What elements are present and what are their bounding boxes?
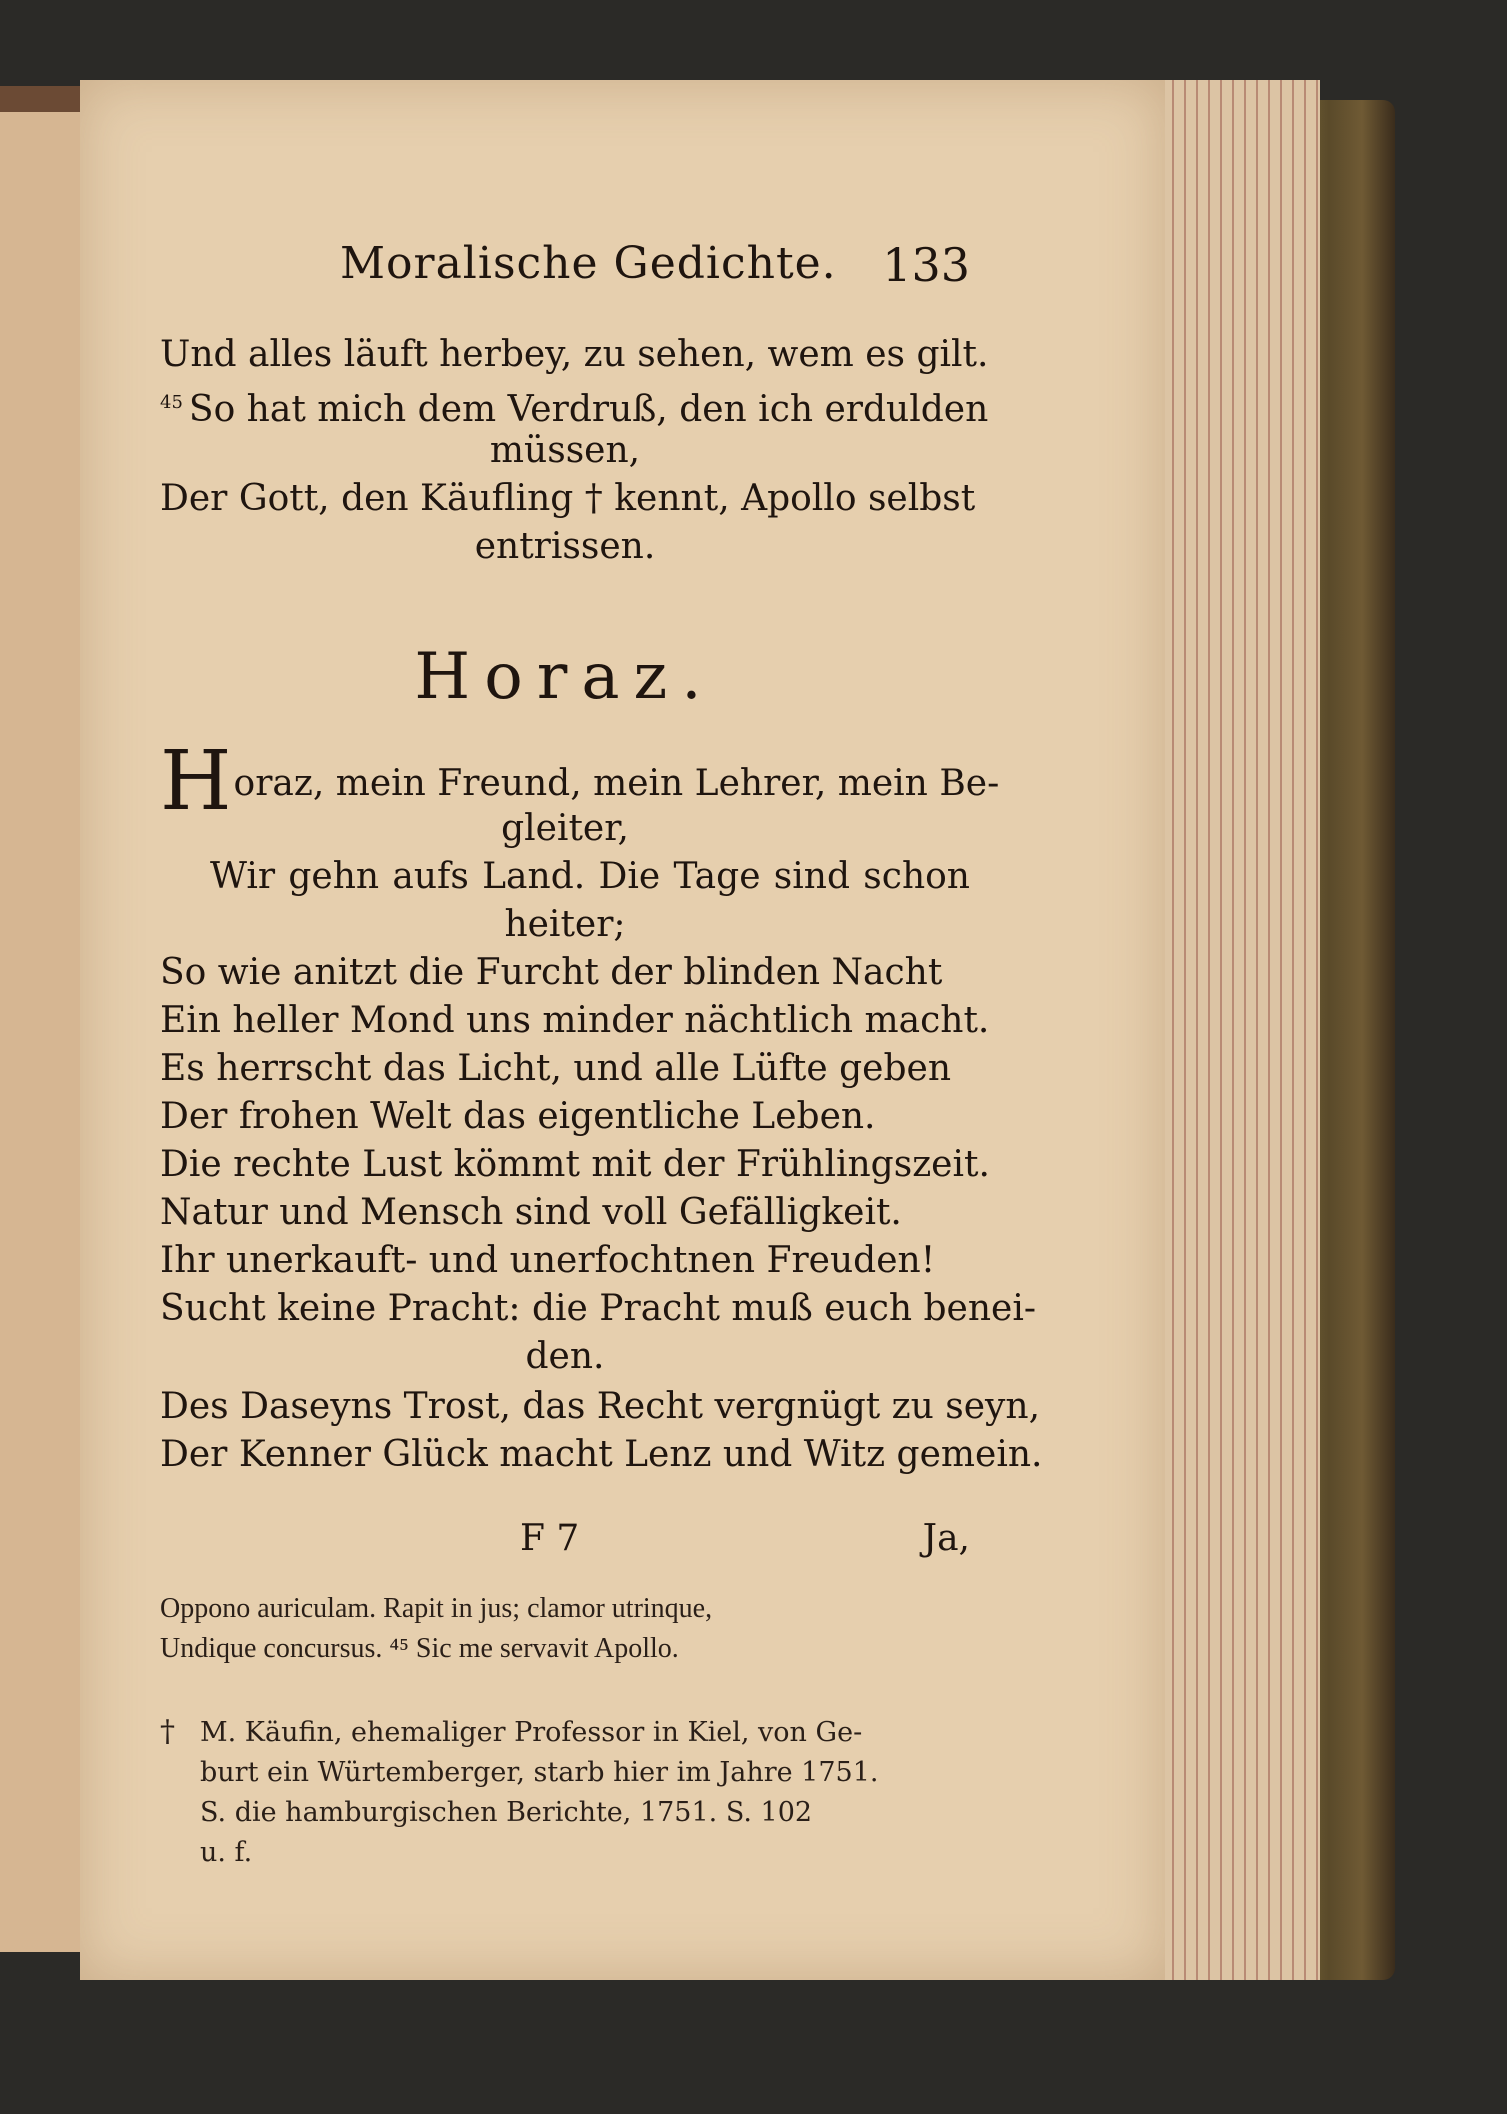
signature-mark: F 7	[520, 1518, 580, 1559]
poem-line: Der Kenner Glück macht Lenz und Witz gemein.	[160, 1434, 1043, 1475]
poem-first-line: Horaz, mein Freund, mein Lehrer, mein Be-	[160, 734, 1000, 829]
poem-line: Und alles läuft herbey, zu sehen, wem es gilt.	[160, 334, 989, 375]
poem-line: Wir gehn aufs Land. Die Tage sind schon	[210, 856, 970, 897]
signature-line	[160, 1518, 970, 1568]
poem-line: Ihr unerkauft- und unerfochtnen Freuden!	[160, 1240, 936, 1281]
poem-line: Der frohen Welt das eigentliche Leben.	[160, 1096, 876, 1137]
latin-note: Undique concursus. ⁴⁵ Sic me servavit Apollo.	[160, 1633, 679, 1664]
drop-cap: H	[160, 734, 232, 829]
poem-line: heiter;	[504, 904, 626, 945]
page-number: 133	[882, 238, 970, 292]
poem-line: Es herrscht das Licht, und alle Lüfte geben	[160, 1048, 951, 1089]
footnote-line: M. Käufin, ehemaliger Professor in Kiel, von Ge-	[200, 1717, 863, 1748]
footnote-line: S. die hamburgischen Berichte, 1751. S. 102	[200, 1797, 813, 1828]
poem-line: Ein heller Mond uns minder nächtlich macht.	[160, 1000, 990, 1041]
footnote-line: u. f.	[200, 1837, 253, 1868]
page-stack-edge	[1150, 80, 1320, 1980]
poem-title: Horaz.	[414, 640, 716, 714]
poem-line: $^{45}$ So hat mich dem Verdruß, den ich erdulden	[160, 389, 989, 430]
poem-line: Die rechte Lust kömmt mit der Frühlingszeit.	[160, 1144, 990, 1185]
poem-line: müssen,	[489, 430, 641, 471]
poem-line: Des Daseyns Trost, das Recht vergnügt zu seyn,	[160, 1386, 1041, 1427]
poem-line: Sucht keine Pracht: die Pracht muß euch benei-	[160, 1288, 1037, 1329]
poem-line: Der Gott, den Käufling † kennt, Apollo selbst	[160, 478, 976, 519]
page-header	[340, 238, 970, 298]
latin-note: Oppono auriculam. Rapit in jus; clamor utrinque,	[160, 1593, 713, 1624]
poem-line: So wie anitzt die Furcht der blinden Nacht	[160, 952, 943, 993]
line-number: 45	[160, 392, 183, 413]
footnote-mark: †	[160, 1714, 175, 1749]
poem-line: gleiter,	[501, 808, 629, 849]
poem-line: Natur und Mensch sind voll Gefälligkeit.	[160, 1192, 902, 1233]
footnote-line: burt ein Würtemberger, starb hier im Jahre 1751.	[200, 1757, 879, 1788]
poem-line: den.	[525, 1336, 605, 1377]
poem-line: entrissen.	[474, 526, 656, 567]
running-head: Moralische Gedichte.	[340, 238, 837, 289]
catchword: Ja,	[922, 1518, 970, 1559]
